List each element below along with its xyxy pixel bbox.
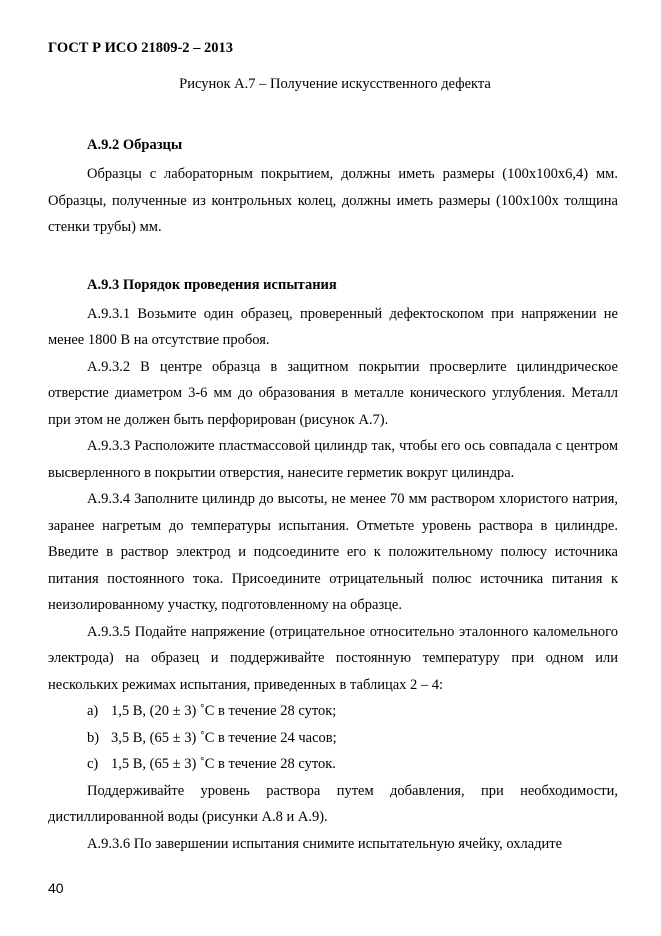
list-item-text: 3,5 В, (65 ± 3) ˚С в течение 24 часов; xyxy=(111,729,337,746)
list-marker: a) xyxy=(87,703,99,719)
section-heading-a92: А.9.2 Образцы xyxy=(87,137,183,153)
list-item xyxy=(48,698,618,725)
list-item xyxy=(48,751,618,778)
paragraph-solution-level: Поддерживайте уровень раствора путем добавления, при необходимости, дистиллированной воды (рисунки А.8 и А.9). xyxy=(48,782,618,825)
list-marker: c) xyxy=(87,756,99,772)
paragraph-a9-3-1: А.9.3.1 Возьмите один образец, проверенный дефектоскопом при напряжении не менее 1800 В на отсутствие пробоя. xyxy=(48,305,618,348)
list-marker: b) xyxy=(87,729,100,746)
paragraph-a9-3-3: А.9.3.3 Расположите пластмассовой цилиндр так, чтобы его ось совпадала с центром высверленного в покрытии отверстия, нанесите герметик вокруг цилиндра. xyxy=(48,438,618,481)
list-item xyxy=(48,725,618,752)
paragraph-a9-3-6: А.9.3.6 По завершении испытания снимите испытательную ячейку, охладите xyxy=(87,835,563,852)
list-item-text: 1,5 В, (65 ± 3) ˚С в течение 28 суток. xyxy=(111,756,336,772)
paragraph-a9-3-2: А.9.3.2 В центре образца в защитном покрытии просверлите цилиндрическое отверстие диаметром 3-6 мм до образования в металле конического углубления. Металл при этом не должен быть перфорирован (рисунок А.7). xyxy=(48,358,618,428)
figure-caption: Рисунок А.7 – Получение искусственного дефекта xyxy=(179,76,491,92)
document-header-code: ГОСТ Р ИСО 21809-2 – 2013 xyxy=(48,40,234,56)
paragraph-a9-3-4: А.9.3.4 Заполните цилиндр до высоты, не менее 70 мм раствором хлористого натрия, заранее нагретым до температуры испытания. Отметьте уровень раствора в цилиндре. Введите в раствор электрод и подсоедините его к положительному полюсу источника питания постоянного тока. Присоедините отрицательный полюс источника питания к неизолированному участку, подготовленному на образце. xyxy=(48,491,618,613)
page-number: 40 xyxy=(48,880,64,896)
list-item-text: 1,5 В, (20 ± 3) ˚С в течение 28 суток; xyxy=(111,703,337,719)
section-heading-a93: А.9.3 Порядок проведения испытания xyxy=(87,276,337,293)
document-body xyxy=(48,133,618,857)
paragraph-a9-3-5: А.9.3.5 Подайте напряжение (отрицательное относительно эталонного каломельного электрода) на образец и поддерживайте постоянную температуру при одном или нескольких режимах испытания, приведенных в таблицах 2 – 4: xyxy=(48,623,618,693)
test-mode-list xyxy=(48,698,618,778)
paragraph-a92: Образцы с лабораторным покрытием, должны иметь размеры (100x100x6,4) мм. Образцы, полученные из контрольных колец, должны иметь размеры (100x100x толщина стенки трубы) мм. xyxy=(48,166,618,235)
